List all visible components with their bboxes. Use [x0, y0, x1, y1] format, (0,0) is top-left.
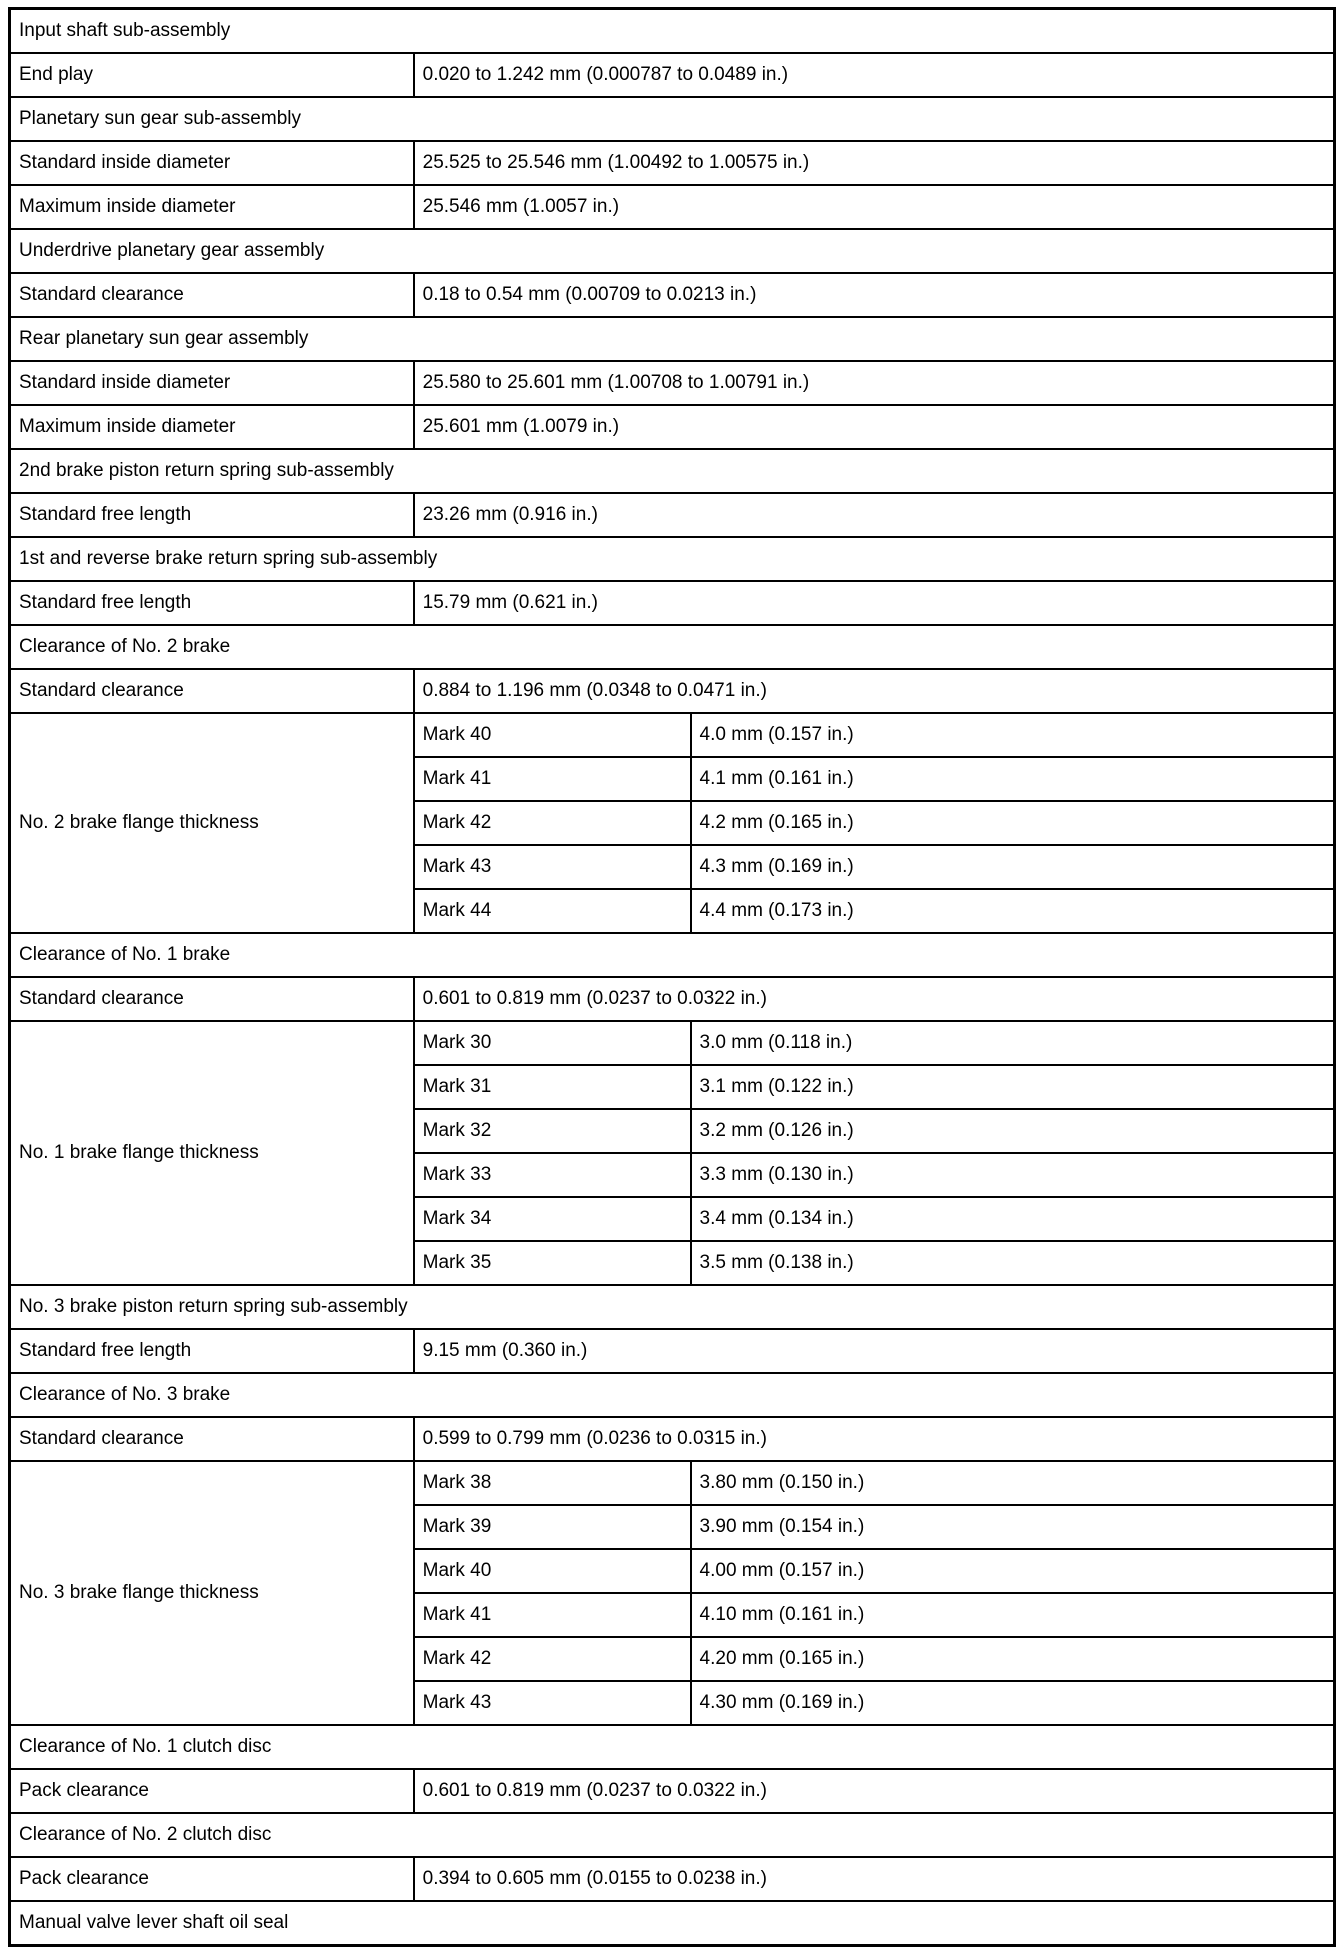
mark-value-cell: 4.20 mm (0.165 in.) [691, 1637, 1335, 1681]
section-header-cell: Manual valve lever shaft oil seal [10, 1901, 1335, 1946]
section-header-cell: Clearance of No. 2 brake [10, 625, 1335, 669]
spec-label-cell: Standard free length [10, 581, 414, 625]
spec-row [10, 273, 1335, 317]
mark-value-cell: 3.5 mm (0.138 in.) [691, 1241, 1335, 1285]
spec-value-cell: 0.601 to 0.819 mm (0.0237 to 0.0322 in.) [414, 977, 1335, 1021]
spec-row [10, 1857, 1335, 1901]
mark-value-cell: 3.3 mm (0.130 in.) [691, 1153, 1335, 1197]
section-row [10, 1285, 1335, 1329]
spec-row [10, 1417, 1335, 1461]
spec-label-cell: Pack clearance [10, 1857, 414, 1901]
mark-value-cell: 3.1 mm (0.122 in.) [691, 1065, 1335, 1109]
group-label-cell: No. 2 brake flange thickness [10, 713, 414, 933]
spec-row [10, 361, 1335, 405]
mark-value-cell: 4.4 mm (0.173 in.) [691, 889, 1335, 933]
group-row [10, 1461, 1335, 1505]
spec-value-cell: 25.546 mm (1.0057 in.) [414, 185, 1335, 229]
section-header-cell: No. 3 brake piston return spring sub-assembly [10, 1285, 1335, 1329]
spec-value-cell: 25.580 to 25.601 mm (1.00708 to 1.00791 in.) [414, 361, 1335, 405]
mark-value-cell: 3.90 mm (0.154 in.) [691, 1505, 1335, 1549]
spec-value-cell: 0.599 to 0.799 mm (0.0236 to 0.0315 in.) [414, 1417, 1335, 1461]
spec-value-cell: 0.18 to 0.54 mm (0.00709 to 0.0213 in.) [414, 273, 1335, 317]
mark-cell: Mark 43 [414, 1681, 691, 1725]
spec-row [10, 405, 1335, 449]
mark-cell: Mark 35 [414, 1241, 691, 1285]
group-label-cell: No. 1 brake flange thickness [10, 1021, 414, 1285]
mark-value-cell: 3.2 mm (0.126 in.) [691, 1109, 1335, 1153]
mark-value-cell: 4.00 mm (0.157 in.) [691, 1549, 1335, 1593]
spec-value-cell: 25.601 mm (1.0079 in.) [414, 405, 1335, 449]
section-row [10, 933, 1335, 977]
spec-label-cell: Standard free length [10, 1329, 414, 1373]
section-row [10, 1813, 1335, 1857]
group-row [10, 1021, 1335, 1065]
spec-row [10, 1329, 1335, 1373]
section-row [10, 97, 1335, 141]
mark-value-cell: 4.3 mm (0.169 in.) [691, 845, 1335, 889]
group-row [10, 713, 1335, 757]
spec-label-cell: End play [10, 53, 414, 97]
spec-label-cell: Standard clearance [10, 669, 414, 713]
spec-label-cell: Standard inside diameter [10, 361, 414, 405]
section-header-cell: Planetary sun gear sub-assembly [10, 97, 1335, 141]
spec-label-cell: Maximum inside diameter [10, 405, 414, 449]
section-row [10, 317, 1335, 361]
spec-label-cell: Standard clearance [10, 1417, 414, 1461]
mark-cell: Mark 40 [414, 713, 691, 757]
spec-label-cell: Standard clearance [10, 273, 414, 317]
section-row [10, 625, 1335, 669]
spec-value-cell: 25.525 to 25.546 mm (1.00492 to 1.00575 in.) [414, 141, 1335, 185]
section-header-cell: Clearance of No. 3 brake [10, 1373, 1335, 1417]
section-header-cell: Clearance of No. 1 brake [10, 933, 1335, 977]
spec-label-cell: Standard inside diameter [10, 141, 414, 185]
spec-label-cell: Standard clearance [10, 977, 414, 1021]
group-label-cell: No. 3 brake flange thickness [10, 1461, 414, 1725]
mark-cell: Mark 42 [414, 801, 691, 845]
spec-label-cell: Maximum inside diameter [10, 185, 414, 229]
mark-value-cell: 4.2 mm (0.165 in.) [691, 801, 1335, 845]
section-header-cell: 2nd brake piston return spring sub-assembly [10, 449, 1335, 493]
mark-cell: Mark 31 [414, 1065, 691, 1109]
mark-cell: Mark 34 [414, 1197, 691, 1241]
section-row [10, 1725, 1335, 1769]
spec-row [10, 185, 1335, 229]
spec-table [8, 7, 1336, 1947]
mark-cell: Mark 39 [414, 1505, 691, 1549]
spec-label-cell: Pack clearance [10, 1769, 414, 1813]
spec-label-cell: Standard free length [10, 493, 414, 537]
section-header-cell: Rear planetary sun gear assembly [10, 317, 1335, 361]
spec-row [10, 493, 1335, 537]
spec-value-cell: 0.884 to 1.196 mm (0.0348 to 0.0471 in.) [414, 669, 1335, 713]
mark-value-cell: 3.0 mm (0.118 in.) [691, 1021, 1335, 1065]
section-row [10, 229, 1335, 273]
spec-row [10, 669, 1335, 713]
spec-value-cell: 0.601 to 0.819 mm (0.0237 to 0.0322 in.) [414, 1769, 1335, 1813]
spec-row [10, 977, 1335, 1021]
section-row [10, 9, 1335, 54]
mark-cell: Mark 44 [414, 889, 691, 933]
mark-cell: Mark 43 [414, 845, 691, 889]
mark-cell: Mark 41 [414, 1593, 691, 1637]
mark-cell: Mark 40 [414, 1549, 691, 1593]
section-header-cell: 1st and reverse brake return spring sub-assembly [10, 537, 1335, 581]
mark-value-cell: 4.30 mm (0.169 in.) [691, 1681, 1335, 1725]
spec-value-cell: 0.020 to 1.242 mm (0.000787 to 0.0489 in.) [414, 53, 1335, 97]
mark-cell: Mark 30 [414, 1021, 691, 1065]
section-row [10, 537, 1335, 581]
section-row [10, 449, 1335, 493]
section-row [10, 1373, 1335, 1417]
section-header-cell: Underdrive planetary gear assembly [10, 229, 1335, 273]
spec-value-cell: 0.394 to 0.605 mm (0.0155 to 0.0238 in.) [414, 1857, 1335, 1901]
mark-value-cell: 4.0 mm (0.157 in.) [691, 713, 1335, 757]
spec-value-cell: 9.15 mm (0.360 in.) [414, 1329, 1335, 1373]
spec-row [10, 581, 1335, 625]
spec-value-cell: 15.79 mm (0.621 in.) [414, 581, 1335, 625]
section-header-cell: Clearance of No. 2 clutch disc [10, 1813, 1335, 1857]
section-header-cell: Clearance of No. 1 clutch disc [10, 1725, 1335, 1769]
spec-row [10, 1769, 1335, 1813]
mark-value-cell: 4.1 mm (0.161 in.) [691, 757, 1335, 801]
spec-row [10, 53, 1335, 97]
mark-value-cell: 3.4 mm (0.134 in.) [691, 1197, 1335, 1241]
spec-row [10, 141, 1335, 185]
section-row [10, 1901, 1335, 1946]
section-header-cell: Input shaft sub-assembly [10, 9, 1335, 54]
spec-value-cell: 23.26 mm (0.916 in.) [414, 493, 1335, 537]
mark-value-cell: 4.10 mm (0.161 in.) [691, 1593, 1335, 1637]
mark-cell: Mark 42 [414, 1637, 691, 1681]
mark-cell: Mark 32 [414, 1109, 691, 1153]
mark-cell: Mark 33 [414, 1153, 691, 1197]
mark-cell: Mark 41 [414, 757, 691, 801]
spec-table-body [10, 9, 1335, 1946]
mark-cell: Mark 38 [414, 1461, 691, 1505]
mark-value-cell: 3.80 mm (0.150 in.) [691, 1461, 1335, 1505]
